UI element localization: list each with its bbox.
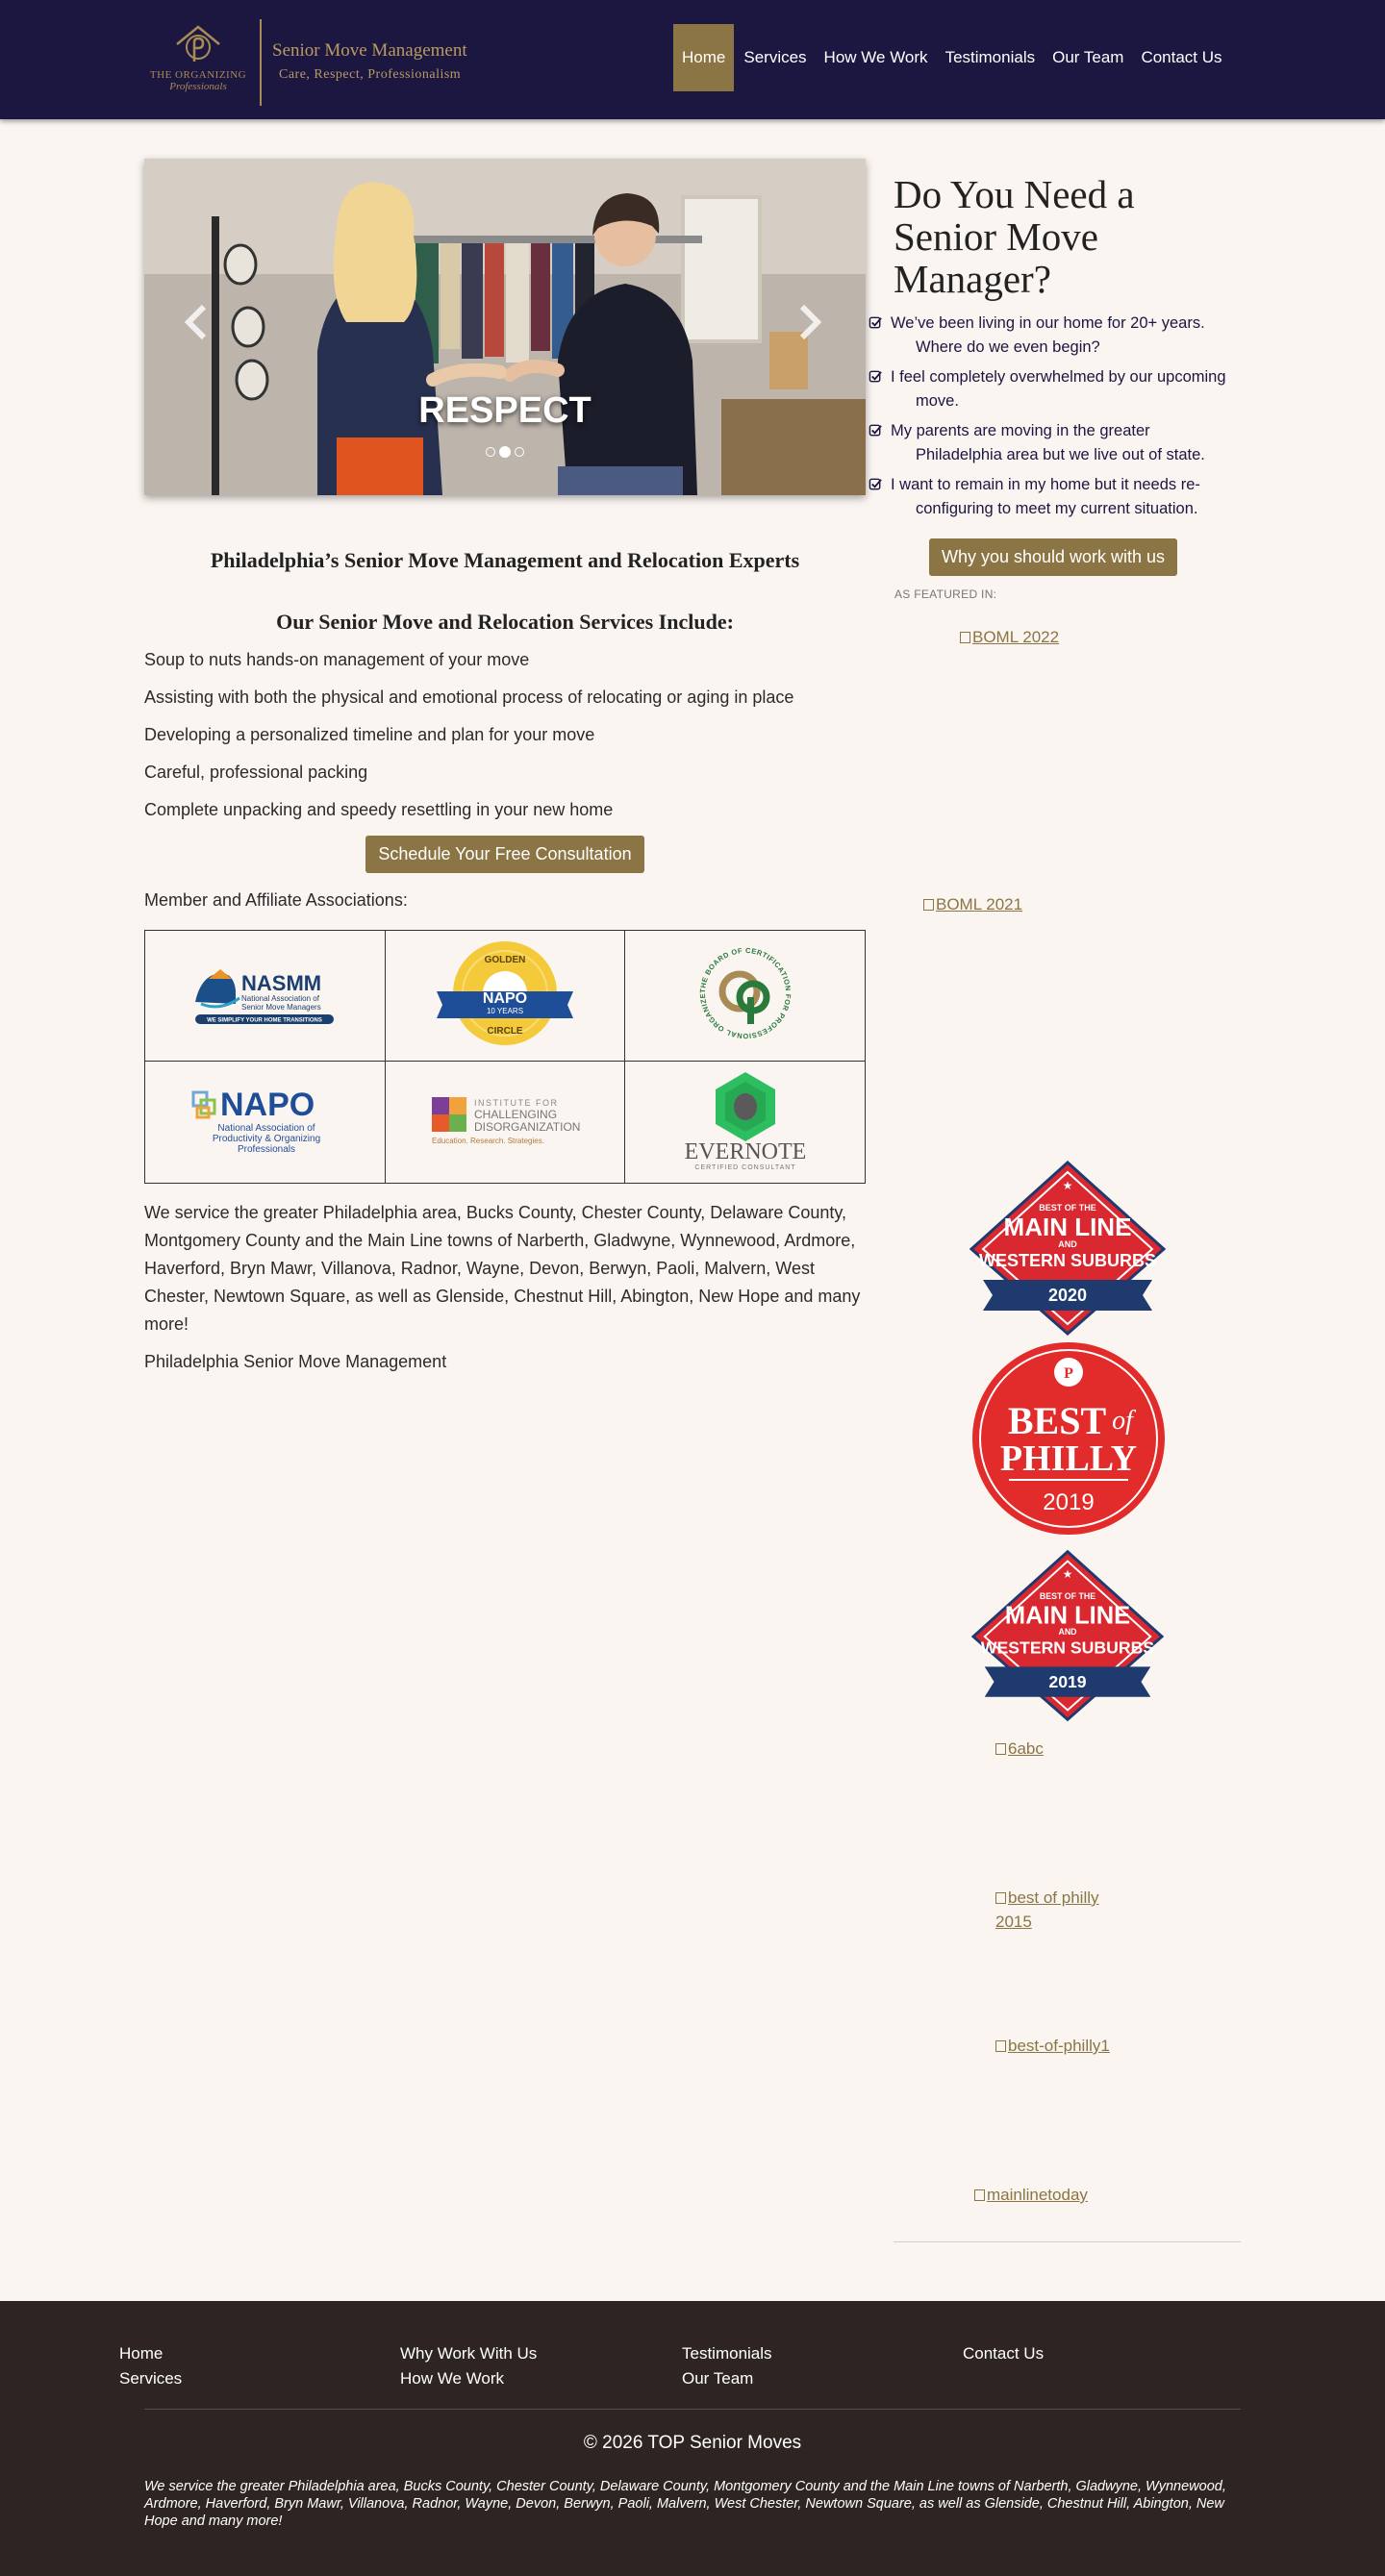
services-heading: Our Senior Move and Relocation Services Include: [276,610,734,634]
slider-dots [144,447,866,458]
service-item: Complete unpacking and speedy resettling in your new home [144,800,614,819]
badge-year: 2019 [1043,1489,1095,1515]
badge-and: AND [1058,1627,1077,1638]
footer-link-home[interactable]: Home [119,2344,164,2363]
site-logo[interactable] [144,17,481,106]
badge-and: AND [1058,1239,1077,1249]
checklist-line: My parents are moving in the greater [891,422,1150,439]
logo-mark-line1: THE ORGANIZING [149,69,247,81]
nav-contact-us[interactable]: Contact Us [1141,48,1222,66]
evernote-logo[interactable] [673,1070,818,1170]
main-content [144,548,866,1372]
bcpo-mark: CPO [743,1041,746,1042]
nav-testimonials[interactable]: Testimonials [944,48,1036,66]
slide-caption: RESPECT [418,390,592,431]
golden-years: 10 YEARS [486,1007,524,1015]
slider-dot-3[interactable] [515,447,524,457]
icd-line1: INSTITUTE FOR [474,1097,559,1108]
featured-image-6abc[interactable] [995,1737,1044,1761]
golden-top: GOLDEN [484,955,526,965]
featured-image-best-of-philly1[interactable] [995,2034,1110,2058]
assoc-cell-bcpo [625,931,866,1062]
sidebar [866,173,1241,601]
sidebar-checklist [866,312,1241,521]
footer-link-testimonials[interactable]: Testimonials [682,2344,772,2363]
checklist-item [866,419,1241,467]
logo-mark [144,23,252,100]
star-icon: ★ [1062,1568,1073,1582]
checkbox-icon [869,423,883,438]
golden-napo-name: NAPO [482,990,528,1007]
logo-mark-line2: Professionals [169,81,227,92]
checkbox-icon [869,369,883,384]
slider-dot-1[interactable] [486,447,495,457]
service-item: Assisting with both the physical and emotional process of relocating or aging in place [144,688,794,707]
copyright: © 2026 TOP Senior Moves [583,2433,802,2453]
featured-image-alt: 6abc [1008,1739,1044,1758]
footer-service-area: We service the greater Philadelphia area, Bucks County, Chester County, Delaware County, Montgomery County and the Main Line towns of Narberth, Gladwyne, Wynnewood, Ardmore, Haverford, Bryn Mawr, Villanova, Radnor, Wayne, Devon, Berwyn, Paoli, Malvern, West Chester, Newtown Square, as well as Glenside, Chestnut Hill, Abington, New Hope and many more! [144,2479,1226,2529]
nav-how-we-work[interactable]: How We Work [823,48,928,66]
footer-column-1 [119,2341,182,2391]
badge-top: BEST OF THE [1039,1203,1096,1213]
icd-line4: Education. Research. Strategies. [432,1136,544,1145]
bcpo-seal[interactable] [692,939,799,1047]
napo-name: NAPO [220,1086,315,1123]
star-icon: ★ [1062,1179,1073,1192]
featured-in-label: AS FEATURED IN: [894,588,997,601]
checklist-item [866,312,1241,360]
nav-home[interactable]: Home [673,24,734,91]
badge-line2: WESTERN SUBURBS [978,1251,1157,1270]
golden-bottom: CIRCLE [487,1026,523,1037]
member-associations-label: Member and Affiliate Associations: [144,890,408,910]
footer-divider [144,2409,1241,2410]
nav-our-team[interactable]: Our Team [1052,48,1124,66]
logo-tagline: Care, Respect, Professionalism [279,67,462,82]
featured-image-boml-2021[interactable] [923,892,1022,916]
badge-of: of [1112,1406,1133,1436]
badge-line2: WESTERN SUBURBS [980,1638,1155,1658]
broken-image-icon [960,632,970,643]
footer-link-how-we-work[interactable]: How We Work [400,2369,505,2388]
icd-line3: DISORGANIZATION [474,1119,580,1134]
badge-p: P [1064,1365,1073,1382]
badge-line1: MAIN LINE [1003,1213,1132,1241]
site-header [0,0,1385,119]
featured-image-alt: mainlinetoday [987,2186,1088,2204]
evernote-name: EVERNOTE [684,1138,806,1164]
associations-table [144,930,866,1184]
checkbox-icon [869,315,883,330]
main-nav [673,24,1232,91]
featured-image-alt: best of philly 2015 [995,1888,1099,1931]
closing-text: Philadelphia Senior Move Management [144,1352,447,1371]
checklist-line: configuring to meet my current situation. [916,500,1198,517]
assoc-cell-napo [145,1062,386,1184]
icd-logo[interactable] [430,1091,580,1149]
schedule-consultation-button[interactable]: Schedule Your Free Consultation [365,836,643,873]
slider-dot-2[interactable] [499,446,511,458]
badge-top: BEST OF THE [1039,1590,1096,1601]
checklist-line: Where do we even begin? [916,338,1100,356]
nasmm-name: NASMM [241,971,322,995]
footer-link-our-team[interactable]: Our Team [682,2369,754,2388]
service-item: Developing a personalized timeline and plan for your move [144,725,595,744]
broken-image-icon [995,1743,1006,1755]
footer-link-services[interactable]: Services [119,2369,183,2388]
checklist-line: Philadelphia area but we live out of state. [916,446,1205,463]
icd-line2: CHALLENGING [474,1107,558,1121]
badge-year: 2019 [1048,1671,1087,1691]
napo-line3: Professionals [238,1143,296,1154]
broken-image-icon [995,2040,1006,2052]
assoc-cell-napo-golden-circle [385,931,625,1062]
service-area-text: We service the greater Philadelphia area, Bucks County, Chester County, Delaware County, Montgomery County and the Main Line towns of Narberth, Gladwyne, Wynnewood, Ardmore, Haverford, Bryn Mawr, Villanova, Radnor, Wayne, Devon, Berwyn, Paoli, Malvern, West Chester, Newtown Square, as well as Glenside, Chestnut Hill, Abington, New Hope and many more! [144,1203,861,1334]
napo-golden-circle-badge[interactable] [433,938,577,1049]
footer-column-2 [400,2341,537,2391]
featured-image-boml-2022[interactable] [960,625,1059,649]
hero-slider [144,159,866,495]
broken-image-icon [974,2189,985,2201]
badge-best: BEST [1007,1399,1107,1442]
best-of-main-line-2019-badge[interactable] [971,1548,1164,1723]
nasmm-logo[interactable] [191,962,338,1025]
slider-prev-arrow[interactable] [183,303,208,348]
logo-title: Senior Move Management [272,40,467,61]
evernote-elephant-icon [734,1093,757,1120]
nasmm-line1: National Association of [241,994,320,1003]
footer-link-contact-us[interactable]: Contact Us [963,2344,1045,2363]
sidebar-divider [894,2241,1241,2242]
nav-services[interactable]: Services [743,48,807,66]
footer-column-3 [682,2341,772,2391]
badge-line1: MAIN LINE [1004,1602,1131,1630]
featured-image-alt: BOML 2021 [936,895,1023,913]
bcpo-ring-text: THE BOARD OF CERTIFICATION FOR PROFESSIONAL ORGANIZE [697,945,793,1041]
best-of-main-line-2020-badge[interactable] [970,1161,1166,1336]
checklist-line: I want to remain in my home but it needs re- [891,476,1200,493]
featured-image-alt: best-of-philly1 [1008,2037,1110,2055]
service-item: Careful, professional packing [144,763,368,782]
napo-logo[interactable] [189,1087,340,1154]
evernote-sub: CERTIFIED CONSULTANT [694,1163,796,1170]
hero-slide-photo [144,159,866,495]
featured-image-mainlinetoday[interactable] [974,2183,1088,2207]
checkbox-icon [869,477,883,491]
checklist-line: move. [916,392,959,410]
chevron-right-icon [798,303,823,341]
slider-next-arrow[interactable] [798,303,823,348]
nasmm-line2: Senior Move Managers [241,1003,322,1012]
assoc-cell-icd [385,1062,625,1184]
footer-column-4 [963,2341,1044,2366]
page-heading: Philadelphia’s Senior Move Management and Relocation Experts [210,548,800,572]
broken-image-icon [923,899,934,911]
napo-line1: National Association of [217,1122,315,1134]
featured-image-alt: BOML 2022 [972,628,1060,646]
service-item: Soup to nuts hands-on management of your move [144,650,530,669]
checklist-line: We’ve been living in our home for 20+ years. [891,314,1205,332]
sidebar-heading: Do You Need a Senior Move Manager? [894,172,1135,301]
chevron-left-icon [183,303,208,341]
why-work-with-us-button[interactable]: Why you should work with us [929,538,1177,576]
checklist-line: I feel completely overwhelmed by our upcoming [891,368,1226,386]
site-footer [0,2301,1385,2576]
broken-image-icon [995,1892,1006,1904]
assoc-cell-nasmm [145,931,386,1062]
checklist-item [866,365,1241,413]
house-logo-icon [171,23,225,67]
napo-line2: Productivity & Organizing [213,1133,321,1144]
footer-link-why-work-with-us[interactable]: Why Work With Us [400,2344,538,2363]
assoc-cell-evernote [625,1062,866,1184]
nasmm-ribbon: WE SIMPLIFY YOUR HOME TRANSITIONS [207,1017,323,1024]
badge-year: 2020 [1047,1286,1088,1305]
featured-image-best-of-philly-2015[interactable] [995,1886,1121,1934]
best-of-philly-2019-badge[interactable] [970,1340,1167,1537]
badge-philly: PHILLY [999,1438,1138,1479]
logo-divider [260,19,262,106]
checklist-item [866,473,1241,521]
